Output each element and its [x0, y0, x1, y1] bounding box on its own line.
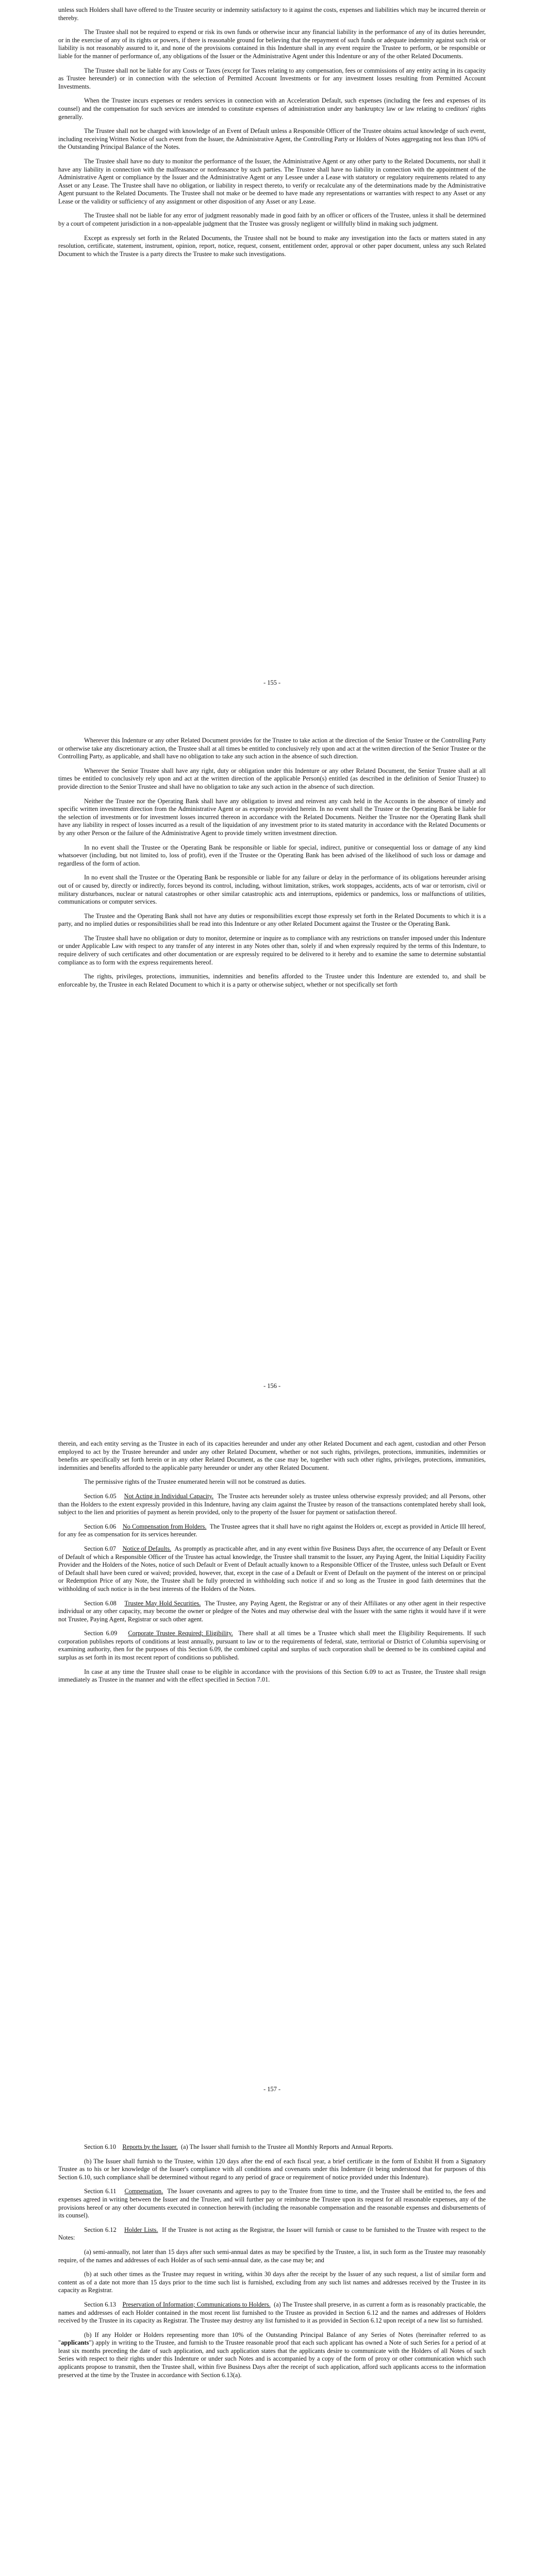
section-text: The Issuer covenants and agrees to pay to the Trustee from time to time, and the Trustee shall be entitled to, the fees and expenses agreed in writing between the Issuer and the Trustee, and will further pay or reimburse the Trustee upon its request for all reasonable expenses, any of the provisions hereof or any other documents executed in connection herewith (including the reasonable compensation and the reasonable expenses and disbursements of its counsel).	[58, 2188, 486, 2219]
subsection-6-12-b: (b) at such other times as the Trustee may request in writing, within 30 days after the receipt by the Issuer of any such request, a list of similar form and content as of a date not more than 15 days prior to the time such list is furnished, excluding from any such list names and addresses received by the Trustee in its capacity as Registrar.	[58, 2270, 486, 2294]
subsection-text-post: ") apply in writing to the Trustee, and furnish to the Trustee reasonable proof that each such applicant has owned a Note of such Series for a period of at least six months preceding the date of such application, and such application states that the applicants desire to communicate with the Holders of all Notes of such Series with respect to their rights under this Indenture or under such Notes and is accompanied by a copy of the form of proxy or other communication which such applicants propose to transmit, then the Trustee shall, within five Business Days after the receipt of such application, afford such applicants access to the information preserved at the time by the Trustee in accordance with Section 6.13(a).	[58, 2339, 486, 2379]
page-number: - 157 -	[263, 2086, 281, 2093]
page-158	[0, 2110, 544, 2576]
section-heading: Reports by the Issuer.	[122, 2143, 178, 2150]
paragraph: The Trustee and the Operating Bank shall not have any duties or responsibilities except those expressly set forth in the Related Documents to which it is a party, and no implied duties or responsibilities shall be read into this Indenture or any other Related Document against the Trustee or the Operating Bank.	[58, 912, 486, 928]
section-label: Section 6.07	[84, 1545, 116, 1552]
page-number: - 155 -	[263, 679, 281, 686]
subsection-6-12-a: (a) semi-annually, not later than 15 days after such semi-annual dates as may be specified by the Trustee, a list, in such form as the Trustee may reasonably require, of the names and addresses of each Holder as of such semi-annual date, as the case may be; and	[58, 2248, 486, 2264]
section-heading: Notice of Defaults.	[122, 1545, 172, 1552]
section-heading: Holder Lists.	[124, 2226, 158, 2233]
section-text: As promptly as practicable after, and in any event within five Business Days after, the occurrence of any Default or Event of Default of which a Responsible Officer of the Trustee has actual knowledge, the Trustee shall transmit to the Issuer, any Paying Agent, the Initial Liquidity Facility Provider and the Holders of the Notes, notice of such Default or Event of Default actually known to a Responsible Officer of the Trustee, unless such Default or Event of Default shall have been cured or waived; provided, however, that, except in the case of a Default or Event of Default on the payment of the interest on or principal or Redemption Price of any Note, the Trustee shall be fully protected in withholding such notice if and so long as the Trustee in good faith determines that the withholding of such notice is in the best interests of the Holders of the Notes.	[58, 1545, 486, 1592]
section-label: Section 6.11	[84, 2188, 117, 2195]
page-155	[0, 0, 544, 703]
paragraph: Wherever the Senior Trustee shall have any right, duty or obligation under this Indenture or any other Related Document, the Senior Trustee shall at all times be entitled to conclusively rely upon and act at the written direction of the applicable Person(s) entitled (as described in the definition of Senior Trustee) to provide direction to the Senior Trustee and shall have no obligation to take any such action in the absence of such direction.	[58, 767, 486, 790]
section-label: Section 6.13	[84, 2300, 116, 2308]
paragraph: The Trustee shall not be liable for any error of judgment reasonably made in good faith by an officer or officers of the Trustee, unless it shall be determined by a court of competent jurisdiction in a non-appealable judgment that the Trustee was grossly negligent or willfully blind in making such judgment.	[58, 212, 486, 228]
section-heading: Compensation.	[124, 2188, 163, 2195]
page-number: - 156 -	[263, 1382, 281, 1389]
paragraph: Neither the Trustee nor the Operating Bank shall have any obligation to invest and reinvest any cash held in the Accounts in the absence of timely and specific written investment direction from the Administrative Agent or as expressly provided herein. In no event shall the Trustee or the Operating Bank be liable for the selection of investments or for investment losses incurred thereon in accordance with the Related Documents. Neither the Trustee nor the Operating Bank shall have any liability in respect of losses incurred as a result of the liquidation of any investment prior to its stated maturity in accordance with the Related Documents or by any other Person or the failure of the Administrative Agent to provide timely written investment direction.	[58, 797, 486, 837]
paragraph: unless such Holders shall have offered to the Trustee security or indemnity satisfactory to it against the costs, expenses and liabilities which may be incurred therein or thereby.	[58, 6, 486, 22]
paragraph: In no event shall the Trustee or the Operating Bank be responsible or liable for special, indirect, punitive or consequential loss or damage of any kind whatsoever (including, but not limited to, loss of profit), even if the Trustee or the Operating Bank has been advised of the likelihood of such loss or damage and regardless of the form of action.	[58, 843, 486, 867]
section-text: There shall at all times be a Trustee which shall meet the Eligibility Requirements. If such corporation publishes reports of conditions at least annually, pursuant to law or to the requirements of federal, state, territorial or District of Columbia supervising or examining authority, then for the purposes of this Section 6.09, the combined capital and surplus of such corporation shall be deemed to be its combined capital and surplus as set forth in its most recent report of conditions so published.	[58, 1630, 486, 1662]
section-text: (a) The Issuer shall furnish to the Trustee all Monthly Reports and Annual Reports.	[180, 2143, 393, 2150]
section-6-12	[58, 2226, 486, 2242]
section-heading: Not Acting in Individual Capacity.	[124, 1492, 213, 1500]
section-6-11	[58, 2188, 486, 2219]
section-6-07	[58, 1545, 486, 1594]
section-heading: Preservation of Information; Communications to Holders.	[122, 2300, 271, 2308]
paragraph: The rights, privileges, protections, immunities, indemnities and benefits afforded to the Trustee under this Indenture are extended to, and shall be enforceable by, the Trustee in each Related Document to which it is a party or otherwise subject, whether or not specifically set forth	[58, 973, 486, 988]
paragraph: When the Trustee incurs expenses or renders services in connection with an Acceleration Default, such expenses (including the fees and expenses of its counsel) and the compensation for such services are intended to constitute expenses of administration under any bankruptcy law or law relating to creditors' rights generally.	[58, 97, 486, 121]
subsection-text-pre: (b) If any Holder or Holders representing more than 10% of the Outstanding Principal Balance of any Series of Notes (hereinafter referred to as "	[58, 2331, 486, 2347]
section-6-08	[58, 1600, 486, 1624]
section-6-05	[58, 1493, 486, 1517]
section-heading: Trustee May Hold Securities.	[124, 1599, 201, 1607]
section-label: Section 6.06	[84, 1522, 117, 1530]
paragraph: Wherever this Indenture or any other Related Document provides for the Trustee to take action at the direction of the Senior Trustee or the Controlling Party or otherwise take any discretionary action, the Trustee shall at all times be entitled to conclusively rely upon and act at the written direction of the Senior Trustee or the Controlling Party, as applicable, and shall have no obligation to take any such action in the absence of such direction.	[58, 737, 486, 760]
section-text: The Trustee, any Paying Agent, the Registrar or any of their Affiliates or any other agent in their respective individual or any other capacity, may become the owner or pledgee of the Notes and may otherwise deal with the Issuer with the same rights it would have if it were not Trustee, Paying Agent, Registrar or such other agent.	[58, 1599, 486, 1623]
section-6-06	[58, 1523, 486, 1539]
paragraph: The Trustee shall have no duty to monitor the performance of the Issuer, the Administrative Agent or any other party to the Related Documents, nor shall it have any liability in connection with the malfeasance or nonfeasance by such parties. The Trustee shall have no liability in connection with the appointment of the Administrative Agent or compliance by the Issuer and the Administrative Agent or any Lessee under a Lease with statutory or regulatory requirements related to any Asset or any Lease. The Trustee shall have no obligation, or liability in respect thereto, to verify or recalculate any of the determinations made by the Administrative Agent pursuant to the Related Documents. The Trustee shall not make or be deemed to have made any representations or warranties with respect to any Asset or any Lease or the validity or sufficiency of any assignment or other disposition of any Asset or any Lease.	[58, 157, 486, 205]
paragraph: The Trustee shall not be required to expend or risk its own funds or otherwise incur any financial liability in the performance of any of its duties hereunder, or in the exercise of any of its rights or powers, if there is reasonable ground for believing that the repayment of such funds or adequate indemnity against such risk or liability is not reasonably assured to it, and none of the provisions contained in this Indenture shall in any event require the Trustee to perform, or be responsible or liable for the manner of performance of, any obligations of the Issuer or the Administrative Agent under this Indenture or any of the other Related Documents.	[58, 28, 486, 60]
paragraph: The Trustee shall have no obligation or duty to monitor, determine or inquire as to compliance with any restrictions on transfer imposed under this Indenture or under Applicable Law with respect to any transfer of any interest in any Notes other than, solely if and when expressly required by the terms of this Indenture, to require delivery of such certificates and other documentation or are expressly required to be delivered to it hereby and to examine the same to determine substantial compliance as to form with the express requirements hereof.	[58, 934, 486, 966]
section-6-10	[58, 2143, 486, 2151]
subsection-6-10-b: (b) The Issuer shall furnish to the Trustee, within 120 days after the end of each fiscal year, a brief certificate in the form of Exhibit H from a Signatory Trustee as to his or her knowledge of the Issuer's compliance with all conditions and covenants under this Indenture (it being understood that for purposes of this Section 6.10, such compliance shall be determined without regard to any period of grace or requirement of notice provided under this Indenture).	[58, 2157, 486, 2181]
section-label: Section 6.09	[84, 1630, 118, 1637]
section-heading: Corporate Trustee Required; Eligibility.	[128, 1630, 233, 1637]
subsection-6-13-b	[58, 2331, 486, 2380]
page-156	[0, 703, 544, 1406]
paragraph: The permissive rights of the Trustee enumerated herein will not be construed as duties.	[84, 1478, 306, 1486]
paragraph: Except as expressly set forth in the Related Documents, the Trustee shall not be bound to make any investigation into the facts or matters stated in any resolution, certificate, statement, instrument, opinion, report, notice, request, consent, entitlement order, approval or other paper document, unless any such Related Document to which the Trustee is a party directs the Trustee to make such investigations.	[58, 234, 486, 258]
section-label: Section 6.08	[84, 1599, 117, 1607]
section-text: The Trustee agrees that it shall have no right against the Holders or, except as provided in Article III hereof, for any fee as compensation for its services hereunder.	[58, 1522, 486, 1538]
section-label: Section 6.05	[84, 1492, 117, 1500]
section-label: Section 6.10	[84, 2143, 116, 2150]
section-6-09	[58, 1630, 486, 1662]
section-text: If the Trustee is not acting as the Registrar, the Issuer will furnish or cause to be furnished to the Trustee with respect to the Notes:	[58, 2226, 486, 2242]
section-heading: No Compensation from Holders.	[122, 1522, 207, 1530]
paragraph: The Trustee shall not be liable for any Costs or Taxes (except for Taxes relating to any compensation, fees or commissions of any entity acting in its capacity as Trustee hereunder) or in connection with the selection of Permitted Account Investments or for any investment losses resulting from Permitted Account Investments.	[58, 66, 486, 90]
section-text: The Trustee acts hereunder solely as trustee unless otherwise expressly provided; and all Persons, other than the Holders to the extent expressly provided in this Indenture, having any claim against the Trustee by reason of the transactions contemplated hereby shall look, subject to the lien and priorities of payment as herein provided, only to the property of the Issuer for payment or satisfaction thereof.	[58, 1492, 486, 1516]
section-6-13	[58, 2301, 486, 2325]
defined-term: applicants	[61, 2339, 89, 2347]
paragraph: In case at any time the Trustee shall cease to be eligible in accordance with the provisions of this Section 6.09 to act as Trustee, the Trustee shall resign immediately as Trustee in the manner and with the effect specified in Section 7.01.	[58, 1668, 486, 1684]
section-label: Section 6.12	[84, 2226, 117, 2233]
paragraph: therein, and each entity serving as the Trustee in each of its capacities hereunder and under any other Related Document and each agent, custodian and other Person employed to act by the Trustee hereunder and under any other Related Document, whether or not such rights, privileges, protections, immunities, indemnities or benefits are specifically set forth herein or in any other Related Document, as the case may be, together with such other rights, privileges, protections, immunities, indemnities and benefits afforded to the applicable party hereunder or under any other Related Document.	[58, 1440, 486, 1471]
section-text: (a) The Trustee shall preserve, in as current a form as is reasonably practicable, the names and addresses of each Holder contained in the most recent list furnished to the Trustee as provided in Section 6.12 and the names and addresses of Holders received by the Trustee in its capacity as Registrar. The Trustee may destroy any list furnished to it as provided in Section 6.12 upon receipt of a new list so furnished.	[58, 2300, 486, 2325]
page-157	[0, 1406, 544, 2110]
paragraph: In no event shall the Trustee or the Operating Bank be responsible or liable for any failure or delay in the performance of its obligations hereunder arising out of or caused by, directly or indirectly, forces beyond its control, including, without limitation, strikes, work stoppages, accidents, acts of war or terrorism, civil or military disturbances, nuclear or natural catastrophes or other similar catastrophic acts and interruptions, epidemics or pandemics, loss or malfunctions of utilities, communications or computer services.	[58, 874, 486, 906]
paragraph: The Trustee shall not be charged with knowledge of an Event of Default unless a Responsible Officer of the Trustee obtains actual knowledge of such event, including receiving Written Notice of such event from the Issuer, the Administrative Agent, the Controlling Party or Holders of Notes aggregating not less than 10% of the Outstanding Principal Balance of the Notes.	[58, 127, 486, 151]
